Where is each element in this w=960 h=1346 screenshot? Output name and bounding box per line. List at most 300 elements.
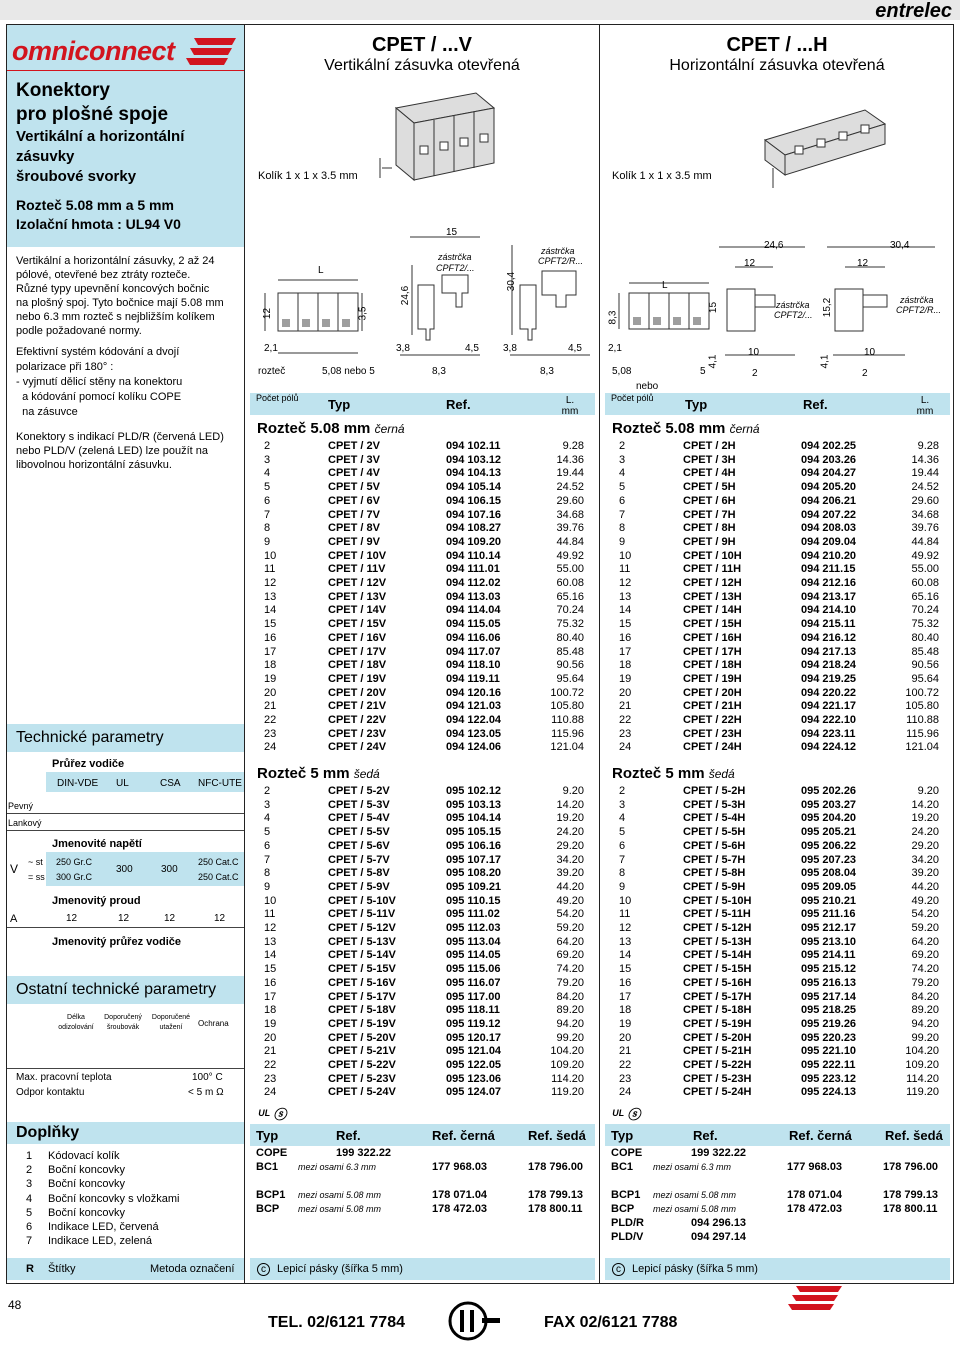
row-type: CPET / 5-10H [683, 894, 752, 907]
row-poles: 5 [264, 826, 271, 839]
acc-ref-grey: 178 799.13 [883, 1189, 939, 1201]
dopl-item: Boční koncovky s vložkami [48, 1192, 180, 1205]
colv-ul-mark: ᵁᴸ ⓢ [258, 1107, 287, 1122]
row-length: 59.20 [556, 922, 584, 934]
row-type: CPET / 17H [683, 645, 742, 658]
row-ref: 094 108.27 [446, 522, 502, 535]
omniconnect-logo-mark [186, 36, 238, 66]
acc-type: BCP [256, 1203, 280, 1215]
row-type: CPET / 13V [328, 590, 387, 603]
colh-head-typ: Typ [685, 397, 708, 412]
description-1 [16, 254, 241, 338]
row-length: 59.20 [911, 922, 939, 934]
row-type: CPET / 17V [328, 645, 387, 658]
row-ref: 094 121.03 [446, 700, 502, 713]
row-type: CPET / 23H [683, 727, 742, 740]
row-ref: 094 210.20 [801, 549, 857, 562]
h-dim-10b: 10 [864, 347, 876, 358]
acc-ref-black: 178 472.03 [432, 1203, 488, 1215]
colv-sec1 [257, 420, 405, 437]
row-ref: 094 204.27 [801, 467, 857, 480]
row-type: CPET / 20H [683, 686, 742, 699]
row-poles: 17 [264, 990, 277, 1003]
row-ref: 095 213.10 [801, 935, 857, 948]
desc-line: podle požadované normy. [16, 325, 142, 337]
row-ref: 094 104.13 [446, 467, 502, 480]
row-length: 94.20 [556, 1017, 584, 1030]
row-length: 99.20 [556, 1031, 584, 1044]
row-poles: 5 [619, 826, 626, 839]
row-type: CPET / 14H [683, 604, 742, 617]
colh-acc-head [605, 1124, 950, 1146]
row-poles: 16 [619, 976, 632, 989]
zastrcka-1: zástrčka [438, 252, 472, 262]
acc-type: BCP1 [611, 1189, 641, 1201]
row-length: 100.72 [550, 686, 584, 699]
a-csa: 12 [164, 913, 176, 924]
row-ref: 095 209.05 [801, 880, 857, 893]
row-length: 75.32 [556, 618, 584, 631]
row-poles: 10 [264, 894, 277, 907]
row-poles: 20 [264, 686, 277, 699]
row-length: 29.60 [556, 494, 584, 507]
row-ref: 094 224.12 [801, 741, 857, 754]
colv-sec2-label: Rozteč 5 mm [257, 765, 350, 782]
proud-label: Jmenovitý proud [52, 895, 141, 907]
row-poles: 3 [619, 453, 626, 466]
row-ref: 095 222.11 [801, 1059, 856, 1071]
dim-45b: 4,5 [568, 343, 582, 354]
row-length: 109.20 [905, 1059, 939, 1071]
a-label: A [10, 913, 18, 925]
acc-ref-black: 177 968.03 [787, 1161, 843, 1173]
dim-15: 15 [446, 227, 458, 238]
description-2 [16, 345, 241, 420]
dopl-item: Kódovací kolík [48, 1150, 120, 1162]
v-nfc-ss: 250 Cat.C [198, 872, 239, 882]
row-type: CPET / 5-5H [683, 826, 746, 839]
row-type: CPET / 22H [683, 714, 742, 726]
dim-83b: 8,3 [540, 366, 554, 377]
row-length: 99.20 [911, 1031, 939, 1044]
row-type: CPET / 5-7H [683, 853, 746, 866]
dopl-num: 5 [26, 1206, 33, 1219]
row-ref: 094 222.10 [801, 714, 857, 726]
row-length: 49.20 [911, 894, 939, 907]
row-type: CPET / 10H [683, 549, 742, 562]
dim-38a: 3,8 [396, 343, 410, 354]
norm-din: DIN-VDE [57, 778, 99, 789]
row-length: 49.20 [556, 894, 584, 907]
row-ref: 095 203.27 [801, 798, 857, 811]
dim-508: 5,08 nebo 5 [322, 366, 375, 377]
colh-acc-ref: Ref. [693, 1128, 718, 1143]
row-ref: 094 203.26 [801, 453, 857, 466]
colh-sec1-label: Rozteč 5.08 mm [612, 420, 726, 437]
row-length: 89.20 [556, 1004, 584, 1017]
acc-type: PLD/V [611, 1231, 644, 1243]
row-type: CPET / 5-21V [328, 1045, 396, 1058]
v-nfc-st: 250 Cat.C [198, 857, 239, 867]
dim-roztec: rozteč [258, 366, 286, 377]
row-ref: 095 107.17 [446, 853, 502, 866]
divider-mid [599, 24, 600, 1284]
acc-type: BC1 [256, 1161, 279, 1173]
row-ref: 094 122.04 [446, 714, 502, 726]
row-type: CPET / 14V [328, 604, 387, 617]
description-3 [16, 430, 241, 472]
row-length: 19.44 [556, 467, 584, 480]
row-length: 34.68 [911, 508, 939, 521]
row-type: CPET / 22V [328, 714, 387, 726]
row-poles: 9 [264, 880, 271, 893]
row-length: 44.20 [556, 880, 584, 893]
page-number: 48 [8, 1298, 22, 1312]
colv-pasky: Lepicí pásky (šířka 5 mm) [277, 1263, 403, 1275]
row-type: CPET / 9H [683, 535, 736, 548]
row-type: CPET / 15V [328, 618, 387, 631]
row-length: 54.20 [556, 908, 584, 921]
row-length: 54.20 [911, 908, 939, 921]
row-poles: 9 [619, 535, 626, 548]
row-type: CPET / 5-14H [683, 949, 752, 962]
row-length: 14.20 [556, 798, 584, 811]
row-ref: 094 109.20 [446, 535, 502, 548]
row-type: CPET / 5-18H [683, 1004, 752, 1017]
row-length: 114.20 [551, 1072, 584, 1085]
row-length: 34.68 [556, 508, 584, 521]
dopl-item: Boční koncovky [48, 1206, 126, 1219]
row-type: CPET / 21V [328, 700, 387, 713]
pitch-line: Rozteč 5.08 mm a 5 mm [16, 197, 174, 213]
row-type: CPET / 5-10V [328, 894, 396, 907]
row-type: CPET / 23V [328, 727, 387, 740]
row-length: 89.20 [911, 1004, 939, 1017]
row-ref: 095 115.06 [446, 963, 501, 976]
row-length: 90.56 [911, 659, 939, 672]
desc-line: na zásuvce [16, 406, 78, 418]
row-length: 29.60 [911, 494, 939, 507]
row-length: 70.24 [911, 604, 939, 617]
row-poles: 11 [264, 908, 276, 921]
acc-note: mezi osami 6.3 mm [298, 1162, 377, 1172]
row-length: 80.40 [556, 631, 584, 644]
row-length: 121.04 [550, 741, 584, 754]
norm-nfc: NFC-UTE [198, 778, 242, 789]
rule [7, 830, 244, 831]
row-ref: 095 111.02 [446, 908, 500, 921]
desc-line: a kódování pomocí kolíku COPE [16, 391, 182, 403]
title-konektory: Konektory [16, 80, 110, 101]
colv-acc-head [250, 1124, 595, 1146]
row-length: 9.20 [562, 785, 584, 797]
acc-ref-black: 177 968.03 [432, 1161, 488, 1173]
row-poles: 2 [264, 785, 271, 797]
row-poles: 10 [264, 549, 277, 562]
row-type: CPET / 4H [683, 467, 736, 480]
row-length: 104.20 [550, 1045, 584, 1058]
row-poles: 18 [619, 1004, 632, 1017]
row-ref: 095 124.07 [446, 1086, 502, 1099]
row-ref: 095 206.22 [801, 839, 857, 852]
a-ul: 12 [118, 913, 130, 924]
row-length: 14.36 [556, 453, 584, 466]
title-pro-plosne: pro plošné spoje [16, 104, 169, 125]
row-type: CPET / 5V [328, 481, 380, 494]
vertical-socket-drawing [376, 88, 506, 188]
row-poles: 17 [619, 990, 632, 1003]
row-type: CPET / 13H [683, 590, 742, 603]
row-ref: 094 209.04 [801, 535, 857, 548]
acc-type: BCP [611, 1203, 635, 1215]
desc-line: libovolnou horizontální zásuvku. [16, 459, 172, 471]
row-ref: 094 223.11 [801, 727, 856, 740]
row-ref: 095 211.16 [801, 908, 856, 921]
desc-line: - vyjmutí dělicí stěny na konektoru [16, 376, 183, 388]
row-length: 55.00 [911, 563, 939, 576]
row-type: CPET / 20V [328, 686, 387, 699]
dopl-num: 6 [26, 1221, 33, 1233]
row-type: CPET / 6V [328, 494, 380, 507]
footer-fax: FAX 02/6121 7788 [544, 1314, 678, 1331]
row-ref: 095 214.11 [801, 949, 856, 962]
dopl-item: Boční koncovky [48, 1178, 126, 1191]
row-ref: 094 211.15 [801, 563, 856, 576]
acc-ref-grey: 178 799.13 [528, 1189, 584, 1201]
dim-83a: 8,3 [432, 366, 446, 377]
row-length: 115.96 [906, 727, 939, 740]
row-type: CPET / 5-13H [683, 935, 752, 948]
row-length: 9.20 [917, 785, 939, 797]
row-type: CPET / 15H [683, 618, 742, 631]
max-temp-label: Max. pracovní teplota [16, 1072, 112, 1083]
row-poles: 12 [619, 577, 632, 589]
row-length: 85.48 [556, 645, 584, 658]
colv-header [245, 34, 599, 75]
row-type: CPET / 6H [683, 494, 736, 507]
acc-ref-grey: 178 796.00 [883, 1161, 939, 1173]
acc-ref-black: 094 297.14 [691, 1231, 747, 1243]
row-ref: 095 223.12 [801, 1072, 857, 1085]
row-length: 74.20 [556, 963, 584, 976]
row-type: CPET / 5-15V [328, 963, 396, 976]
row-ref: 094 218.24 [801, 659, 857, 672]
h-dim-246: 24,6 [764, 240, 784, 251]
colh-head-poles: Počet pólů [611, 393, 654, 403]
dopl-num: 3 [26, 1178, 33, 1191]
dopl-num: 1 [26, 1150, 33, 1162]
row-poles: 16 [264, 976, 277, 989]
colv-subtitle: Vertikální zásuvka otevřená [324, 57, 520, 74]
row-poles: 18 [264, 659, 277, 672]
row-ref: 094 219.25 [801, 672, 857, 685]
row-type: CPET / 19V [328, 672, 387, 685]
row-poles: 2 [619, 785, 626, 797]
colh-head-ref: Ref. [803, 397, 828, 412]
colh-sec2-label: Rozteč 5 mm [612, 765, 705, 782]
row-poles: 2 [619, 440, 626, 452]
row-ref: 094 119.11 [446, 672, 500, 685]
row-poles: 12 [264, 577, 277, 589]
row-ref: 094 102.11 [446, 440, 501, 452]
row-type: CPET / 5-23H [683, 1072, 752, 1085]
row-length: 44.84 [556, 535, 584, 548]
acc-note: mezi osami 5.08 mm [653, 1204, 737, 1214]
acc-note: mezi osami 5.08 mm [298, 1204, 382, 1214]
desc-line: Různé typy upevnění koncových bočnic [16, 283, 210, 295]
desc-line: nebo 6.3 mm rozteč s nejbližším kolíkem [16, 311, 215, 323]
acc-type: BCP1 [256, 1189, 286, 1201]
desc-line: Konektory s indikací PLD/R (červená LED) [16, 431, 224, 443]
row-ref: 094 124.06 [446, 741, 502, 754]
row-ref: 094 111.01 [446, 563, 500, 576]
acc-ref-black: 178 472.03 [787, 1203, 843, 1215]
odpor-value: < 5 m Ω [188, 1087, 224, 1098]
h-zastrcka-1: zástrčka [776, 300, 810, 310]
dim-304: 30,4 [506, 271, 518, 292]
row-poles: 22 [264, 714, 277, 726]
colv-table-head [250, 393, 595, 415]
row-poles: 15 [619, 963, 632, 976]
h-dim-12a: 12 [744, 258, 756, 269]
row-length: 95.64 [556, 672, 584, 685]
row-type: CPET / 5-5V [328, 826, 390, 839]
odpor-label: Odpor kontaktu [16, 1087, 85, 1098]
h-dim-41b: 4,1 [819, 354, 831, 369]
row-poles: 18 [264, 1004, 277, 1017]
norm-ul: UL [116, 778, 129, 789]
colh-sec2 [612, 765, 735, 782]
acc-ref-black: 199 322.22 [691, 1147, 747, 1159]
a-din: 12 [66, 913, 78, 924]
row-length: 90.56 [556, 659, 584, 672]
colh-kolik: Kolík 1 x 1 x 3.5 mm [612, 170, 712, 182]
dim-45a: 4,5 [465, 343, 479, 354]
napeti-label: Jmenovité napětí [52, 838, 142, 850]
colh-acc-typ: Typ [611, 1128, 634, 1143]
row-ref: 095 217.14 [801, 990, 857, 1003]
row-ref: 094 215.11 [801, 618, 856, 631]
v-ul: 300 [116, 864, 133, 875]
row-ref: 095 204.20 [801, 812, 857, 825]
v-din-ss: 300 Gr.C [56, 872, 93, 882]
row-ref: 094 112.02 [446, 577, 501, 589]
row-poles: 3 [264, 798, 271, 811]
row-poles: 18 [619, 659, 632, 672]
row-type: CPET / 5-12H [683, 922, 752, 934]
row-ref: 095 108.20 [446, 867, 502, 880]
row-length: 34.20 [911, 853, 939, 866]
row-length: 79.20 [911, 976, 939, 989]
colv-head-poles: Počet pólů [256, 393, 299, 403]
row-type: CPET / 5-13V [328, 935, 396, 948]
colv-sec1-color: černá [374, 422, 405, 436]
row-length: 64.20 [911, 935, 939, 948]
row-length: 80.40 [911, 631, 939, 644]
stitky-r: R [26, 1263, 34, 1275]
row-length: 85.48 [911, 645, 939, 658]
row-length: 44.20 [911, 880, 939, 893]
h-dim-12b: 12 [857, 258, 869, 269]
row-length: 69.20 [911, 949, 939, 962]
oth-utazeni: Doporučené utažení [151, 1014, 191, 1031]
row-length: 39.20 [556, 867, 584, 880]
row-length: 84.20 [556, 990, 584, 1003]
acc-ref-grey: 178 796.00 [528, 1161, 584, 1173]
row-ref: 094 207.22 [801, 508, 857, 521]
row-type: CPET / 16V [328, 631, 387, 644]
row-ref: 094 114.04 [446, 604, 501, 617]
oth-sroubovak: Doporučený šroubovák [104, 1014, 142, 1031]
row-poles: 15 [619, 618, 632, 631]
row-length: 34.20 [556, 853, 584, 866]
desc-line: nebo PLD/V (zelená LED) lze použít na [16, 445, 209, 457]
row-ref: 094 107.16 [446, 508, 502, 521]
row-type: CPET / 5-7V [328, 853, 390, 866]
desc-line: pólové, otevřené bez ztráty rozteče. [16, 269, 191, 281]
row-type: CPET / 11V [328, 563, 386, 576]
row-poles: 10 [619, 894, 632, 907]
row-length: 14.36 [911, 453, 939, 466]
h-zastrcka-2: zástrčka [900, 295, 934, 305]
row-poles: 2 [264, 440, 271, 452]
omniconnect-logo: omniconnect [12, 36, 175, 66]
colh-header [600, 34, 954, 75]
zastrcka-2: zástrčka [541, 246, 575, 256]
row-ref: 094 115.05 [446, 618, 501, 631]
row-length: 121.04 [905, 741, 939, 754]
row-poles: 10 [619, 549, 632, 562]
row-type: CPET / 5-16H [683, 976, 752, 989]
row-poles: 8 [619, 867, 626, 880]
row-ref: 095 219.26 [801, 1017, 857, 1030]
row-length: 24.52 [556, 481, 584, 494]
row-length: 9.28 [917, 440, 939, 452]
row-length: 109.20 [550, 1059, 584, 1071]
row-type: CPET / 5-6H [683, 839, 746, 852]
row-poles: 21 [264, 1045, 277, 1058]
rule [7, 813, 244, 814]
row-ref: 094 214.10 [801, 604, 857, 617]
row-poles: 11 [619, 563, 631, 576]
row-type: CPET / 5-8H [683, 867, 746, 880]
row-type: CPET / 5-6V [328, 839, 390, 852]
row-length: 9.28 [562, 440, 584, 452]
row-type: CPET / 10V [328, 549, 387, 562]
row-type: CPET / 5-23V [328, 1072, 396, 1085]
metoda-label: Metoda označení [150, 1263, 235, 1275]
a-nfc: 12 [214, 913, 226, 924]
dim-35: 3,5 [357, 306, 369, 321]
colv-sec2 [257, 765, 380, 782]
row-length: 49.92 [556, 549, 584, 562]
colh-acc-seda: Ref. šedá [885, 1128, 943, 1143]
acc-type: COPE [256, 1147, 288, 1159]
row-poles: 6 [264, 494, 271, 507]
row-type: CPET / 5-2V [328, 785, 390, 797]
row-type: CPET / 5H [683, 481, 736, 494]
row-ref: 094 110.14 [446, 549, 501, 562]
row-poles: 14 [619, 604, 632, 617]
dim-38b: 3,8 [503, 343, 517, 354]
colh-sec2-color: šedá [708, 767, 735, 781]
row-type: CPET / 5-19V [328, 1017, 396, 1030]
row-poles: 22 [619, 1059, 632, 1071]
row-type: CPET / 5-20H [683, 1031, 752, 1044]
row-poles: 7 [619, 508, 626, 521]
row-ref: 095 208.04 [801, 867, 857, 880]
colh-acc-cerna: Ref. černá [789, 1128, 852, 1143]
